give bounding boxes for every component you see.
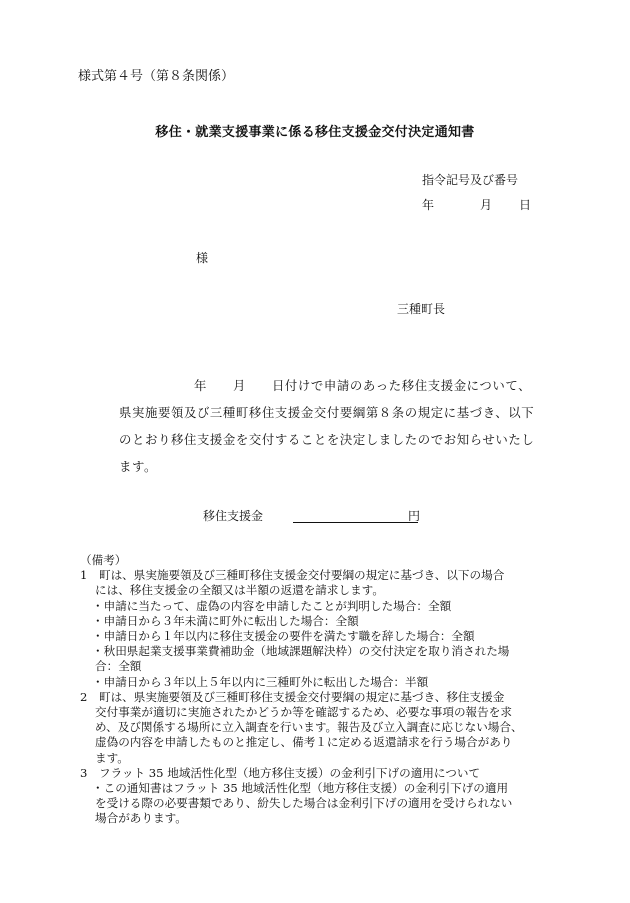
amount-field — [293, 508, 421, 523]
note-line: め、及び関係する場所に立入調査を行います。報告及び立入調査に応じない場合、 — [95, 720, 523, 735]
note-line: ・申請に当たって、虚偽の内容を申請したことが判明した場合：全額 — [92, 598, 452, 613]
note-line: 3 フラット 35 地域活性化型（地方移住支援）の金利引下げの適用について — [80, 765, 481, 780]
notes-heading: （備考） — [80, 553, 127, 567]
date-year: 年 — [422, 198, 435, 212]
addressee: 様 — [196, 251, 209, 265]
date-month: 月 — [480, 198, 493, 212]
document-title: 移住・就業支援事業に係る移住支援金交付決定通知書 — [155, 125, 475, 140]
notes-section — [80, 553, 523, 827]
note-line: を受ける際の必要書類であり、紛失した場合は金利引下げの適用を受けられない — [95, 796, 513, 811]
note-line: ・申請日から３年以上５年以内に三種町外に転出した場合：半額 — [92, 674, 429, 689]
note-line: ・申請日から３年未満に町外に転出した場合：全額 — [92, 613, 359, 628]
sender: 三種町長 — [397, 302, 446, 316]
body-line-1: 年 月 日付けで申請のあった移住支援金について、 — [194, 378, 532, 393]
note-line: には、移住支援金の全額又は半額の返還を請求します。 — [95, 583, 384, 598]
form-number: 様式第４号（第８条関係） — [78, 69, 235, 84]
note-line: ・この通知書はフラット 35 地域活性化型（地方移住支援）の金利引下げの適用 — [92, 781, 509, 796]
reference-number-label: 指令記号及び番号 — [422, 173, 519, 187]
note-line: 虚偽の内容を申請したものと推定し、備考１に定める返還請求を行う場合があり — [95, 735, 513, 750]
note-line: ・申請日から１年以内に移住支援金の要件を満たす職を辞した場合：全額 — [92, 629, 475, 644]
note-line: ・秋田県起業支援事業費補助金（地域課題解決枠）の交付決定を取り消された場 — [92, 644, 510, 659]
issue-date — [422, 199, 531, 211]
body-line-2: 県実施要領及び三種町移住支援金交付要綱第８条の規定に基づき、以下 — [119, 405, 535, 420]
note-line: 合：全額 — [95, 659, 142, 674]
amount-unit: 円 — [408, 509, 421, 523]
amount-label: 移住支援金 — [203, 509, 264, 523]
body-line-4: ます。 — [119, 459, 157, 474]
note-line: 1 町は、県実施要領及び三種町移住支援金交付要綱の規定に基づき、以下の場合 — [80, 568, 505, 583]
note-line: 2 町は、県実施要領及び三種町移住支援金交付要綱の規定に基づき、移住支援金 — [80, 689, 505, 704]
date-day: 日 — [519, 198, 532, 212]
note-line: 交付事業が適切に実施されたかどうか等を確認するため、必要な事項の報告を求 — [95, 705, 512, 720]
note-line: 場合があります。 — [95, 811, 187, 826]
body-line-3: のとおり移住支援金を交付することを決定しましたのでお知らせいたし — [119, 432, 535, 447]
note-line: ます。 — [95, 750, 129, 765]
